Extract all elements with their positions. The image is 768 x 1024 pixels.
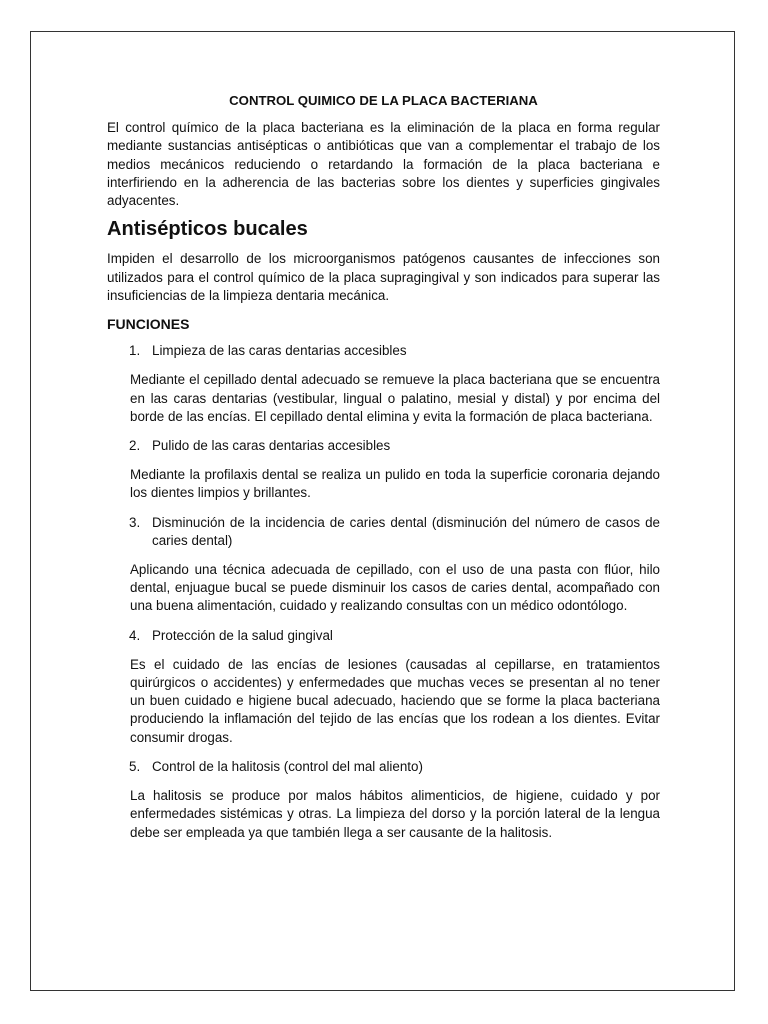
list-item-title-text: Control de la halitosis (control del mal aliento) xyxy=(152,758,423,774)
list-item xyxy=(107,627,660,747)
list-item-title-text: Disminución de la incidencia de caries dental (disminución del número de casos de caries dental) xyxy=(152,514,660,548)
list-item xyxy=(107,342,660,426)
list-item-number: 5. xyxy=(129,758,141,774)
document-title: CONTROL QUIMICO DE LA PLACA BACTERIANA xyxy=(229,93,538,108)
list-item-title-text: Limpieza de las caras dentarias accesibles xyxy=(152,343,407,359)
list-item-paragraph: Aplicando una técnica adecuada de cepillado, con el uso de una pasta con flúor, hilo dental, enjuague bucal se puede disminuir los casos de caries dental, acompañado con una buena alimentación, cuidado y realizando consultas con un médico odontólogo. xyxy=(130,562,660,614)
list-item xyxy=(107,437,660,503)
list-item-title xyxy=(107,758,660,776)
section-heading-funciones: FUNCIONES xyxy=(107,316,190,333)
section-heading-antisepticos: Antisépticos bucales xyxy=(107,218,308,241)
list-item-paragraph: Mediante la profilaxis dental se realiza un pulido en toda la superficie coronaria dejando los dientes limpios y brillantes. xyxy=(130,467,660,501)
list-item-title xyxy=(107,514,660,550)
list-item-title-text: Protección de la salud gingival xyxy=(152,627,333,643)
list-item-paragraph: La halitosis se produce por malos hábitos alimenticios, de higiene, cuidado y por enfermedades sistémicas y otras. La limpieza del dorso y la porción lateral de la lengua debe ser empleada ya que también llega a ser causante de la halitosis. xyxy=(130,788,660,840)
list-item-title xyxy=(107,437,660,455)
list-item-title-text: Pulido de las caras dentarias accesibles xyxy=(152,438,391,454)
list-item-number: 3. xyxy=(129,514,141,530)
list-item xyxy=(107,514,660,616)
list-item-title xyxy=(107,627,660,645)
antisepticos-paragraph: Impiden el desarrollo de los microorganismos patógenos causantes de infecciones son utilizados para el control químico de la placa supragingival y son indicados para superar las insuficiencias de la limpieza dentaria mecánica. xyxy=(107,251,660,303)
list-item-paragraph: Mediante el cepillado dental adecuado se remueve la placa bacteriana que se encuentra en las caras dentarias (vestibular, lingual o palatino, mesial y distal) y por encima del borde de las encías. El cepillado dental elimina y evita la formación de placa bacteriana. xyxy=(130,372,660,424)
list-item-number: 4. xyxy=(129,627,141,643)
list-item-number: 1. xyxy=(129,343,141,359)
list-item-paragraph: Es el cuidado de las encías de lesiones (causadas al cepillarse, en tratamientos quirúrgicos o accidentes) y enfermedades que muchas veces se presentan al no tener un buen cuidado e higiene bucal adecuado, haciendo que se forme la placa bacteriana produciendo la inflamación del tejido de las encías que los rodean a los dientes. Evitar consumir drogas. xyxy=(130,656,660,745)
intro-paragraph: El control químico de la placa bacteriana es la eliminación de la placa en forma regular mediante sustancias antisépticas o antibióticas que van a complementar el trabajo de los medios mecánicos reduciendo o retardando la formación de la placa bacteriana e interfiriendo en la adherencia de las bacterias sobre los dientes y superficies gingivales adyacentes. xyxy=(107,120,660,209)
list-item xyxy=(107,758,660,842)
funciones-list xyxy=(107,342,660,841)
document-body xyxy=(107,92,660,853)
list-item-number: 2. xyxy=(129,438,141,454)
list-item-title xyxy=(107,342,660,360)
